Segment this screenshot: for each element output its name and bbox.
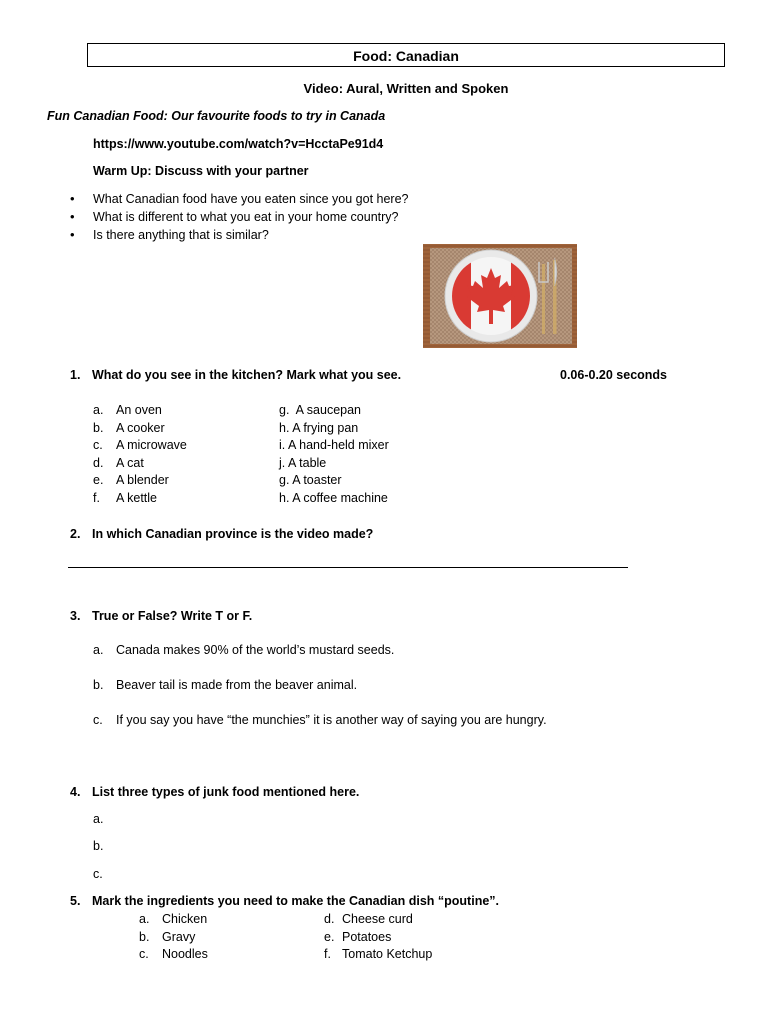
question-text: What do you see in the kitchen? Mark what you see. <box>92 368 402 382</box>
list-item[interactable] <box>93 420 263 438</box>
list-item <box>93 712 547 730</box>
option-letter: b. <box>93 678 104 692</box>
option-letter: f. <box>324 947 331 962</box>
q5-right-options <box>324 911 524 964</box>
question-5 <box>70 894 499 908</box>
option-text: Potatoes <box>342 929 392 944</box>
list-item[interactable] <box>324 946 524 964</box>
question-2 <box>70 527 373 541</box>
option-text: A cat <box>116 455 144 470</box>
question-number: 4. <box>70 785 81 799</box>
question-3 <box>70 609 252 623</box>
option-text: A microwave <box>116 438 187 453</box>
question-text: True or False? Write T or F. <box>92 609 253 623</box>
option-text: Canada makes 90% of the world’s mustard seeds. <box>116 643 395 657</box>
option-text: An oven <box>116 403 162 417</box>
question-number: 1. <box>70 368 81 382</box>
option-text: Tomato Ketchup <box>342 947 433 962</box>
list-item: • What is different to what you eat in your home country? <box>70 208 470 226</box>
option-letter: c. <box>139 947 149 962</box>
list-item[interactable]: g. A saucepan <box>279 403 362 417</box>
list-item: • What Canadian food have you eaten since you got here? <box>70 190 470 208</box>
question-text: List three types of junk food mentioned here. <box>92 785 360 799</box>
option-letter: f. <box>93 490 100 505</box>
list-item <box>93 642 394 660</box>
list-item[interactable]: j. A table <box>279 455 327 470</box>
question-text: In which Canadian province is the video made? <box>92 527 374 541</box>
question-4 <box>70 785 359 799</box>
option-text: A blender <box>116 473 169 488</box>
answer-line[interactable] <box>68 567 628 568</box>
list-item[interactable] <box>139 946 309 964</box>
option-letter: b. <box>93 420 104 435</box>
list-item[interactable] <box>139 911 309 929</box>
option-text: Gravy <box>162 929 196 944</box>
option-letter: b. <box>139 929 150 944</box>
list-item[interactable] <box>93 472 263 490</box>
question-1 <box>70 368 401 382</box>
list-item[interactable]: g. A toaster <box>279 473 342 488</box>
option-text: Beaver tail is made from the beaver animal. <box>116 678 358 692</box>
list-item[interactable]: i. A hand-held mixer <box>279 438 389 453</box>
answer-slot[interactable]: a. <box>93 812 104 826</box>
q1-timestamp: 0.06-0.20 seconds <box>560 368 668 382</box>
list-item[interactable]: h. A coffee machine <box>279 490 388 505</box>
list-item[interactable] <box>93 455 263 473</box>
option-text: A cooker <box>116 420 165 435</box>
warmup-heading: Warm Up: Discuss with your partner <box>93 164 309 178</box>
list-item[interactable]: h. A frying pan <box>279 420 359 435</box>
list-item[interactable] <box>93 402 263 420</box>
option-text: Cheese curd <box>342 912 413 926</box>
option-letter: a. <box>93 643 104 657</box>
option-text: Noodles <box>162 947 208 962</box>
list-item <box>93 677 357 695</box>
option-text: Chicken <box>162 912 208 926</box>
option-letter: c. <box>93 713 103 727</box>
video-title: Fun Canadian Food: Our favourite foods to try in Canada <box>47 109 386 123</box>
question-number: 5. <box>70 894 81 908</box>
option-letter: a. <box>139 912 150 926</box>
video-url[interactable]: https://www.youtube.com/watch?v=HcctaPe91d4 <box>93 137 384 151</box>
option-letter: d. <box>324 912 335 926</box>
option-text: If you say you have “the munchies” it is another way of saying you are hungry. <box>116 713 547 727</box>
page-title: Food: Canadian <box>87 43 725 67</box>
q1-right-options <box>279 402 479 508</box>
answer-slot[interactable]: b. <box>93 839 104 853</box>
q1-left-options <box>93 402 263 508</box>
list-item[interactable] <box>324 929 524 947</box>
list-item[interactable] <box>93 437 263 455</box>
list-item[interactable] <box>324 911 524 929</box>
option-letter: d. <box>93 455 104 470</box>
canadian-flag-plate-icon <box>423 244 577 348</box>
question-text: Mark the ingredients you need to make the Canadian dish “poutine”. <box>92 894 500 908</box>
list-item[interactable] <box>139 929 309 947</box>
option-letter: e. <box>324 929 335 944</box>
subtitle: Video: Aural, Written and Spoken <box>303 81 509 96</box>
option-letter: a. <box>93 403 104 417</box>
answer-slot[interactable]: c. <box>93 867 103 881</box>
list-item[interactable] <box>93 490 263 508</box>
q5-left-options <box>139 911 309 964</box>
option-letter: e. <box>93 473 104 488</box>
question-number: 2. <box>70 527 81 541</box>
option-letter: c. <box>93 438 103 453</box>
warmup-list <box>70 190 470 244</box>
question-number: 3. <box>70 609 81 623</box>
list-item: • Is there anything that is similar? <box>70 226 470 244</box>
option-text: A kettle <box>116 490 157 505</box>
